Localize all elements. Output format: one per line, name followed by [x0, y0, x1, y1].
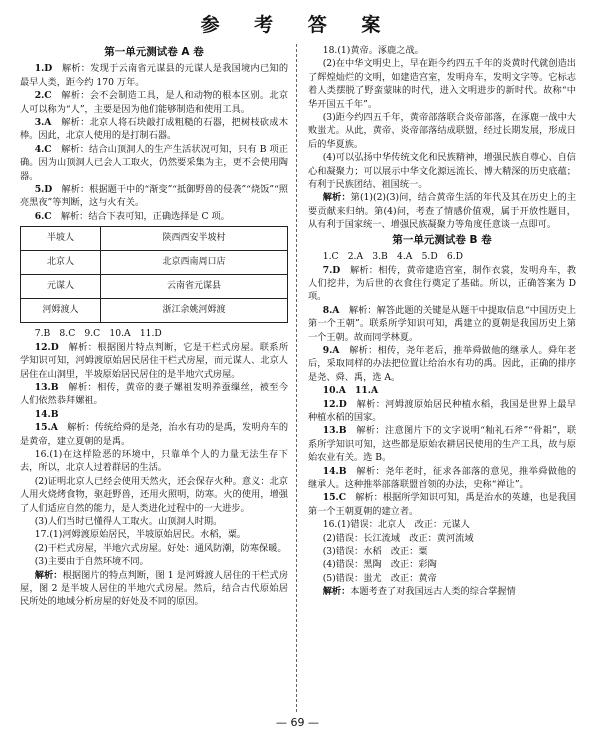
table-cell-people: 半坡人: [21, 227, 101, 251]
note-text: 第(1)(2)(3)问，结合黄帝生活的年代及其在历史上的主要贡献来归纳。第(4)问，考查了情感价值观，属于开放性题目，从有利于国家统一、增强民族凝聚力等角度任意谈一点即可。: [308, 192, 577, 231]
answer-item: [20, 89, 288, 116]
answer-item: [20, 421, 288, 448]
table-row: [21, 275, 288, 299]
section-b-title: 第一单元测试卷 B 卷: [392, 233, 492, 246]
page-number: — 69 —: [276, 716, 319, 729]
answer-line: (3)人们当时已懂得人工取火。山顶洞人时期。: [34, 515, 223, 527]
answer-text: 解析：注意图片下的文字说明“籼礼石斧”“骨耜”，联系所学知识可知，这些都是原始农耕居民使用的生产工具，故与原始农业有关。选 B。: [308, 425, 577, 464]
site-table: [20, 226, 288, 323]
table-cell-people: 元谋人: [21, 275, 101, 299]
table-row: [21, 251, 288, 275]
answer-number: 4.C: [34, 143, 52, 155]
answer-line-1-6: 1.C 2.A 3.B 4.A 5.D 6.D: [322, 251, 464, 263]
spacer: [59, 342, 69, 353]
spacer: [51, 117, 61, 128]
answer-text: 解析：传统给舜的是尧，治水有功的是禹，发明舟车的是黄帝，建立夏朝的是禹。: [20, 422, 289, 447]
answer-number: 2.C: [34, 90, 52, 102]
correction-error: (5)错误：蚩尤: [322, 572, 382, 584]
answer-number: 9.A: [322, 344, 340, 356]
note-text: 本题考查了对我国远古人类的综合掌握情: [350, 586, 516, 598]
spacer: [405, 519, 414, 530]
correction-row: [308, 558, 576, 571]
spacer: [52, 184, 61, 195]
answer-item: [20, 62, 288, 89]
answer-line: 16.(1)在这样险恶的环境中，只靠单个人的力量无法生存下去，所以，北京人过着群居的生活。: [20, 448, 288, 474]
answer-line: (2)在中华文明史上，早在距今约四五千年的炎黄时代就创造出了辉煌灿烂的文明，如建造宫室，发明舟车，发明文字等。它标志着人类摆脱了野蛮蒙昧的时代，进入文明进步的新时代。故称“中华开国五千年”。: [308, 58, 576, 110]
table-cell-site: 陕西西安半坡村: [101, 227, 288, 251]
answer-number: 13.B: [322, 425, 347, 437]
answer-text: 解析：根据图片特点判断，它是干栏式房屋。联系所学知识可知，河姆渡原始居民居住干栏式房屋，而元谋人、北京人居住在山洞里，半坡原始居民居住的是半地穴式房屋。: [20, 341, 289, 380]
spacer: [346, 466, 356, 477]
answer-number: 8.A: [322, 304, 340, 316]
answer-item: [20, 341, 288, 381]
spacer: [382, 559, 391, 570]
answer-item: [20, 210, 288, 223]
answer-text: 解析：河姆渡原始居民种植水稻，我国是世界上最早种植水稻的国家。: [308, 398, 577, 423]
answer-line-7-11: 7.B 8.C 9.C 10.A 11.D: [34, 328, 162, 340]
table-cell-people: 北京人: [21, 251, 101, 275]
answer-number: 5.D: [34, 184, 53, 196]
correction-row: [308, 572, 576, 585]
correction-error: (2)错误：长江流域: [322, 532, 401, 544]
answer-item: [308, 491, 576, 518]
answer-text: 解析：结合山顶洞人的生产生活状况可知，只有 B 项正确。因为山顶洞人已会人工取火，仍然要采集为主，更不会使用陶器。: [20, 143, 289, 182]
answer-text: 解析：结合下表可知，正确选择是 C 项。: [60, 210, 230, 222]
answer-item: [308, 424, 576, 464]
spacer: [382, 546, 391, 557]
answer-number: 3.A: [34, 117, 52, 129]
answer-text: 解析：相传，尧年老后，推举舜做他的继承人。舜年老后，采取同样的办法把位置让给治水有功的禹。因此，正确的排序是尧、舜、禹，选 A。: [308, 344, 577, 383]
spacer: [52, 63, 62, 74]
answer-text: 解析：北京人将石块敲打成粗糙的石器，把树枝砍成木棒。因此，北京人使用的是打制石器。: [20, 117, 289, 142]
answer-item: [20, 143, 288, 183]
answer-line: 17.(1)河姆渡原始居民，半坡原始居民。水稻，粟。: [34, 529, 247, 541]
spacer: [339, 345, 349, 356]
answer-line: (3)距今约四五千年，黄帝部落联合炎帝部落，在涿鹿一战中大败蚩尤。从此，黄帝、炎帝部落结成联盟，经过长期发展，形成日后的华夏族。: [308, 112, 576, 150]
answer-line: (4)可以弘扬中华传统文化和民族精神，增强民族自尊心、自信心和凝聚力；可以展示中华文化源远流长、博大精深的历史底蕴；有利于民族团结、祖国统一。: [308, 152, 576, 191]
right-paras: [308, 264, 576, 519]
answer-text: 解析：根据所学知识可知，禹是治水的英雄，也是我国第一个王朝夏朝的建立者。: [308, 492, 577, 517]
correction-fix: 改正：黄河流域: [409, 532, 474, 544]
answer-text: 解析：解答此题的关键是从题干中提取信息“中国历史上第一个王朝”。联系所学知识可知，禹建立的夏朝是我国历史上第一个王朝。故而同学林夏。: [308, 304, 576, 343]
spacer: [340, 265, 350, 276]
answer-text: 解析：发现于云南省元谋县的元谋人是我国境内已知的最早人类，距今约 170 万年。: [20, 63, 289, 88]
note-label: 解析：: [322, 586, 351, 598]
answer-text: 解析：相传，黄帝的妻子嫘祖发明养蚕缫丝，被至今人们依然恭拜嫘祖。: [20, 381, 289, 407]
page-title: 参 考 答 案: [200, 14, 395, 36]
spacer: [346, 425, 356, 436]
answer-item: [308, 384, 576, 397]
spacer: [58, 422, 67, 433]
left-paras-before-table: [20, 62, 288, 223]
left-column: [20, 44, 288, 609]
spacer: [346, 492, 355, 503]
correction-row: [308, 532, 576, 545]
answer-number: 13.B: [34, 381, 59, 393]
section-a-title: 第一单元测试卷 A 卷: [104, 46, 204, 58]
answer-item: [308, 344, 576, 384]
spacer: [52, 144, 61, 155]
answer-line: (3)主要由于自然环境不同。: [34, 556, 149, 568]
answer-number: 15.C: [322, 492, 347, 504]
table-row: [21, 227, 288, 251]
q16-note: [308, 585, 576, 598]
q17-answers: [20, 528, 288, 568]
right-column: [308, 44, 576, 599]
table-cell-site: 浙江余姚河姆渡: [101, 299, 288, 323]
correction-error: (3)错误：水稻: [322, 546, 382, 558]
q18-answers: [308, 44, 576, 191]
answer-number: 14.B: [34, 408, 59, 420]
spacer: [58, 382, 68, 393]
answer-number: 15.A: [34, 422, 58, 434]
spacer: [52, 90, 62, 101]
correction-row: [308, 518, 576, 531]
answer-number: 1.D: [34, 63, 53, 75]
table-cell-site: 云南省元谋县: [101, 275, 288, 299]
note-text: 根据图片的特点判断，图 1 是河姆渡人居住的干栏式房屋，图 2 是半坡人居住的半地穴式房屋。然后，结合古代原始居民所处的地域分析房屋的好处及不同的原因。: [20, 569, 289, 608]
table-row: [21, 299, 288, 323]
answer-item: [20, 116, 288, 143]
correction-fix: 改正：彩陶: [390, 559, 437, 571]
spacer: [400, 533, 409, 544]
answer-item: [20, 183, 288, 210]
answer-line: (2)证明北京人已经会使用天然火，还会保存火种。意义：北京人用火烧烤食物，驱赶野兽，还用火照明，防寒。火的使用，增强了人们适应自然的能力，是人类进化过程中的一大进步。: [20, 475, 288, 514]
correction-error: 16.(1)错误：北京人: [322, 519, 406, 531]
answer-item: [20, 408, 288, 421]
answer-item: [308, 398, 576, 425]
spacer: [52, 211, 61, 222]
spacer: [382, 573, 391, 584]
answer-number: 12.D: [322, 398, 347, 410]
table-cell-site: 北京西南周口店: [101, 251, 288, 275]
answer-text: 解析：根据题干中的“渐变”“抵御野兽的侵袭”“烧饭”“照亮黑夜”等判断，这与火有关。: [20, 184, 288, 209]
correction-error: (4)错误：黑陶: [322, 559, 382, 571]
q16-answers: [20, 448, 288, 528]
answer-item: [20, 381, 288, 408]
correction-row: [308, 545, 576, 558]
q18-note: [308, 191, 576, 231]
q17-note: [20, 569, 288, 609]
answer-number: 6.C: [34, 210, 52, 222]
answer-item: [308, 304, 576, 344]
answer-line: (2)干栏式房屋，半地穴式房屋。好处：通风防潮，防寒保暖。: [34, 542, 287, 554]
column-divider: [296, 44, 297, 712]
q16-corrections: [308, 518, 576, 585]
correction-fix: 改正：元谋人: [414, 519, 470, 531]
answer-text: 解析：会不会制造工具，是人和动物的根本区别。北京人可以称为“人”，主要是因为他们能够制造和使用工具。: [20, 90, 289, 115]
answer-item: [308, 465, 576, 492]
answer-number: 7.D: [322, 264, 341, 276]
table-cell-people: 河姆渡人: [21, 299, 101, 323]
correction-fix: 改正：粟: [390, 546, 428, 558]
note-label: 解析：: [322, 192, 351, 204]
correction-fix: 改正：黄帝: [390, 572, 437, 584]
spacer: [347, 399, 357, 410]
note-label: 解析：: [34, 569, 63, 581]
answer-number: 10.A 11.A: [322, 385, 379, 397]
answer-text: 解析：尧年老时，征求各部落的意见，推举舜做他的继承人。这种推举部落联盟首领的办法，史称“禅让”。: [308, 465, 577, 490]
answer-item: [308, 264, 576, 304]
spacer: [339, 305, 348, 316]
answer-text: 解析：相传，黄帝建造宫室，制作衣裳，发明舟车，教人们挖井，为后世的衣食住行奠定了基础。所以，正确答案为 D 项。: [308, 264, 577, 303]
answer-number: 12.D: [34, 341, 59, 353]
answer-number: 14.B: [322, 465, 347, 477]
left-paras-after-table: [20, 341, 288, 448]
answer-line: 18.(1)黄帝。涿鹿之战。: [322, 45, 424, 56]
